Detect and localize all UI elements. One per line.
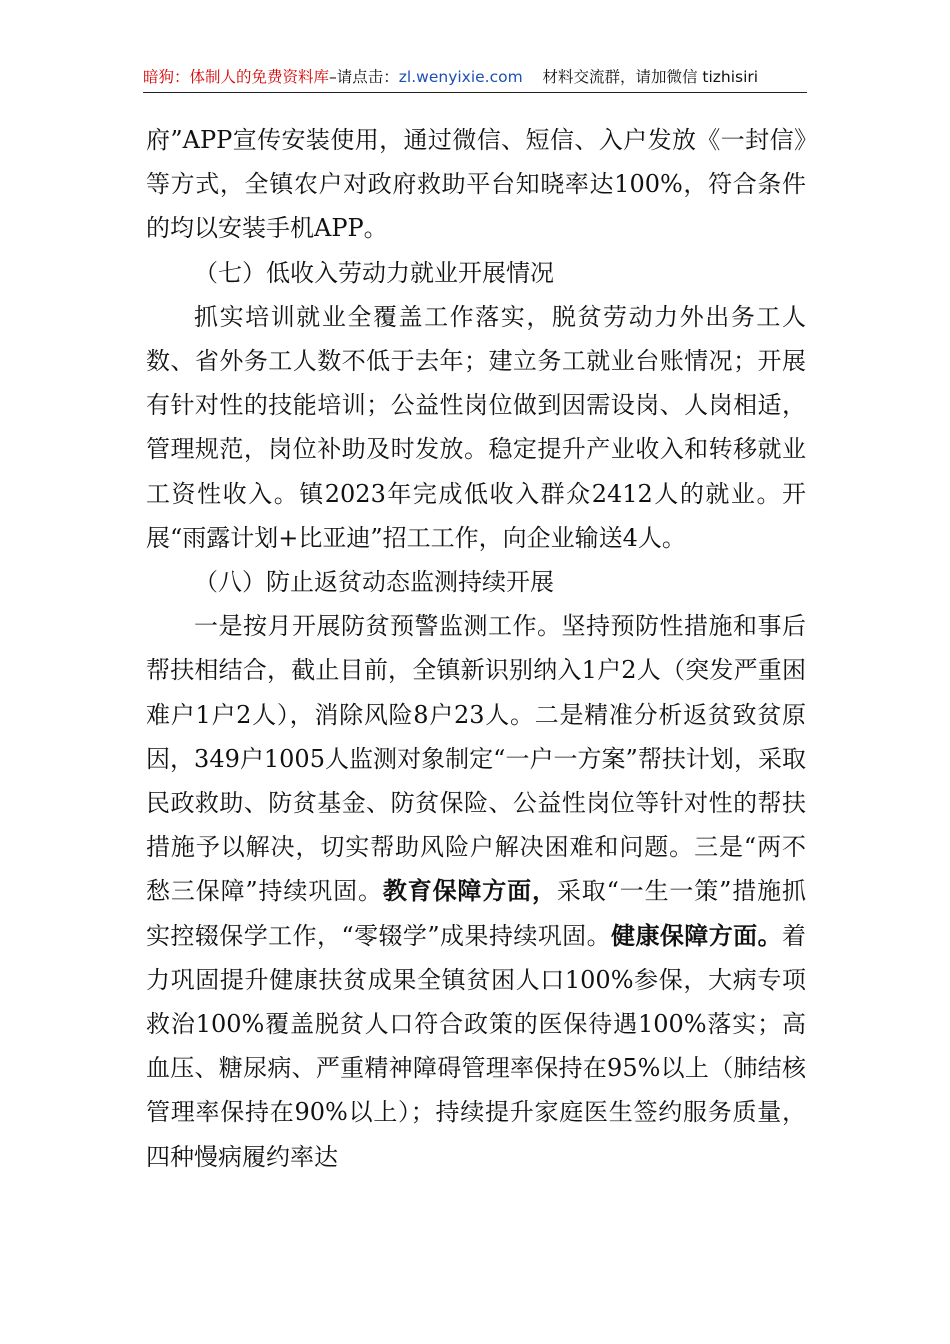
header-link[interactable]: zl.wenyixie.com	[398, 68, 523, 86]
education-guarantee-heading: 教育保障方面，	[382, 877, 557, 906]
page-header	[143, 62, 807, 93]
monitoring-text-1: 一是按月开展防贫预警监测工作。坚持预防性措施和事后帮扶相结合，截止目前，全镇新识别纳入1户2人（突发严重困难户1户2人），消除风险8户23人。二是精准分析返贫致贫原因，349户1005人监测对象制定“一户一方案”帮扶计划，采取民政救助、防贫基金、防贫保险、公益性岗位等针对性的帮扶措施予以解决，切实帮助风险户解决困难和问题。三是“两不愁三保障”持续巩固。	[146, 612, 806, 906]
paragraph-employment: 抓实培训就业全覆盖工作落实，脱贫劳动力外出务工人数、省外务工人数不低于去年；建立务工就业台账情况；开展有针对性的技能培训；公益性岗位做到因需设岗、人岗相适，管理规范，岗位补助及时发放。稳定提升产业收入和转移就业工资性收入。镇2023年完成低收入群众2412人的就业。开展“雨露计划+比亚迪”招工工作，向企业输送4人。	[146, 302, 806, 552]
section-heading-7: （七）低收入劳动力就业开展情况	[194, 258, 554, 287]
monitoring-text-3: 着力巩固提升健康扶贫成果全镇贫困人口100%参保，大病专项救治100%覆盖脱贫人口符合政策的医保待遇100%落实；高血压、糖尿病、严重精神障碍管理率保持在95%以上（肺结核管理率保持在90%以上）；持续提升家庭医生签约服务质量，四种慢病履约率达	[146, 921, 807, 1171]
header-brand: 暗狗：体制人的免费资料库	[143, 68, 330, 86]
document-body	[146, 118, 806, 1179]
monitoring-text-2: 采取“一生一策”措施抓实控辍保学工作，“零辍学”成果持续巩固。	[146, 877, 806, 950]
section-heading-8: （八）防止返贫动态监测持续开展	[194, 568, 554, 597]
paragraph-app-promotion: 府”APP宣传安装使用，通过微信、短信、入户发放《一封信》等方式，全镇农户对政府救助平台知晓率达100%，符合条件的均以安装手机APP。	[146, 126, 806, 243]
paragraph-monitoring	[146, 604, 806, 1179]
header-contact: 材料交流群，请加微信 tizhisiri	[542, 68, 759, 86]
header-click-label: –请点击：	[329, 68, 399, 86]
health-guarantee-heading: 健康保障方面。	[611, 921, 783, 950]
